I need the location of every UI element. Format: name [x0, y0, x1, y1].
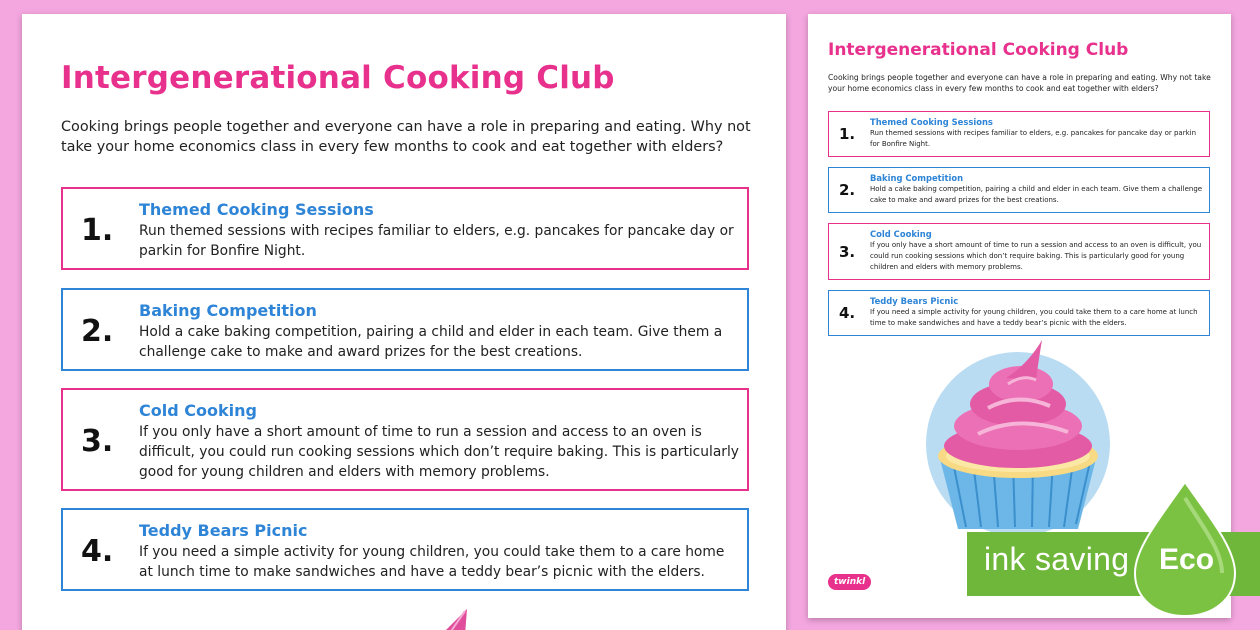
item-heading: Baking Competition: [870, 173, 964, 183]
item-number: 2.: [839, 181, 856, 199]
item-text: If you need a simple activity for young children, you could take them to a care home at lunch time to make sandwiches and have a teddy bear’s picnic with the elders.: [870, 308, 1198, 327]
item-number: 3.: [839, 243, 856, 261]
cupcake-illustration: [918, 334, 1118, 534]
ink-saving-label: ink saving: [984, 541, 1130, 577]
item-heading: Themed Cooking Sessions: [139, 200, 374, 219]
page-title: Intergenerational Cooking Club: [828, 40, 1129, 60]
item-number: 1.: [839, 125, 856, 143]
item-heading: Cold Cooking: [870, 229, 932, 239]
intro-text: Cooking brings people together and everyone can have a role in preparing and eating. Why not take your home economics class in every few months to cook and eat together with elders?: [61, 119, 751, 155]
list-item-2: [828, 167, 1210, 213]
worksheet-page-large: [22, 14, 786, 630]
intro-text: Cooking brings people together and everyone can have a role in preparing and eating. Why not take your home economics class in every few months to cook and eat together with elders?: [828, 73, 1211, 93]
eco-label: Eco: [1159, 543, 1215, 576]
item-number: 1.: [81, 213, 114, 248]
item-number: 3.: [81, 424, 114, 459]
list-item-1: [61, 187, 749, 270]
list-item-3: [61, 388, 749, 491]
item-heading: Teddy Bears Picnic: [870, 296, 959, 306]
page-title: Intergenerational Cooking Club: [61, 60, 615, 96]
item-text: Run themed sessions with recipes familiar to elders, e.g. pancakes for pancake day or parkin for Bonfire Night.: [139, 223, 734, 259]
cupcake-illustration-top: [427, 609, 477, 630]
list-item-4: [828, 290, 1210, 336]
item-heading: Teddy Bears Picnic: [139, 521, 308, 540]
item-text: If you only have a short amount of time to run a session and access to an oven is difficult, you could run cooking sessions which don’t require baking. This is particularly good for young children and elders with memory problems.: [139, 424, 739, 480]
item-heading: Baking Competition: [139, 301, 317, 320]
item-number: 4.: [81, 534, 114, 569]
item-text: If you only have a short amount of time to run a session and access to an oven is difficult, you could run cooking sessions which don’t require baking. This is particularly good for young children and elders with memory problems.: [870, 241, 1202, 271]
item-heading: Themed Cooking Sessions: [870, 117, 993, 127]
list-item-2: [61, 288, 749, 371]
item-text: Hold a cake baking competition, pairing a child and elder in each team. Give them a challenge cake to make and award prizes for the best creations.: [870, 185, 1203, 204]
item-text: Run themed sessions with recipes familiar to elders, e.g. pancakes for pancake day or parkin for Bonfire Night.: [870, 129, 1197, 148]
item-heading: Cold Cooking: [139, 401, 257, 420]
list-item-1: [828, 111, 1210, 157]
twinkl-logo: twinkl: [828, 574, 871, 590]
list-item-3: [828, 223, 1210, 280]
item-number: 4.: [839, 304, 856, 322]
item-number: 2.: [81, 314, 114, 349]
item-text: Hold a cake baking competition, pairing a child and elder in each team. Give them a challenge cake to make and award prizes for the best creations.: [139, 324, 723, 360]
list-item-4: [61, 508, 749, 591]
item-text: If you need a simple activity for young children, you could take them to a care home at lunch time to make sandwiches and have a teddy bear’s picnic with the elders.: [139, 544, 725, 580]
